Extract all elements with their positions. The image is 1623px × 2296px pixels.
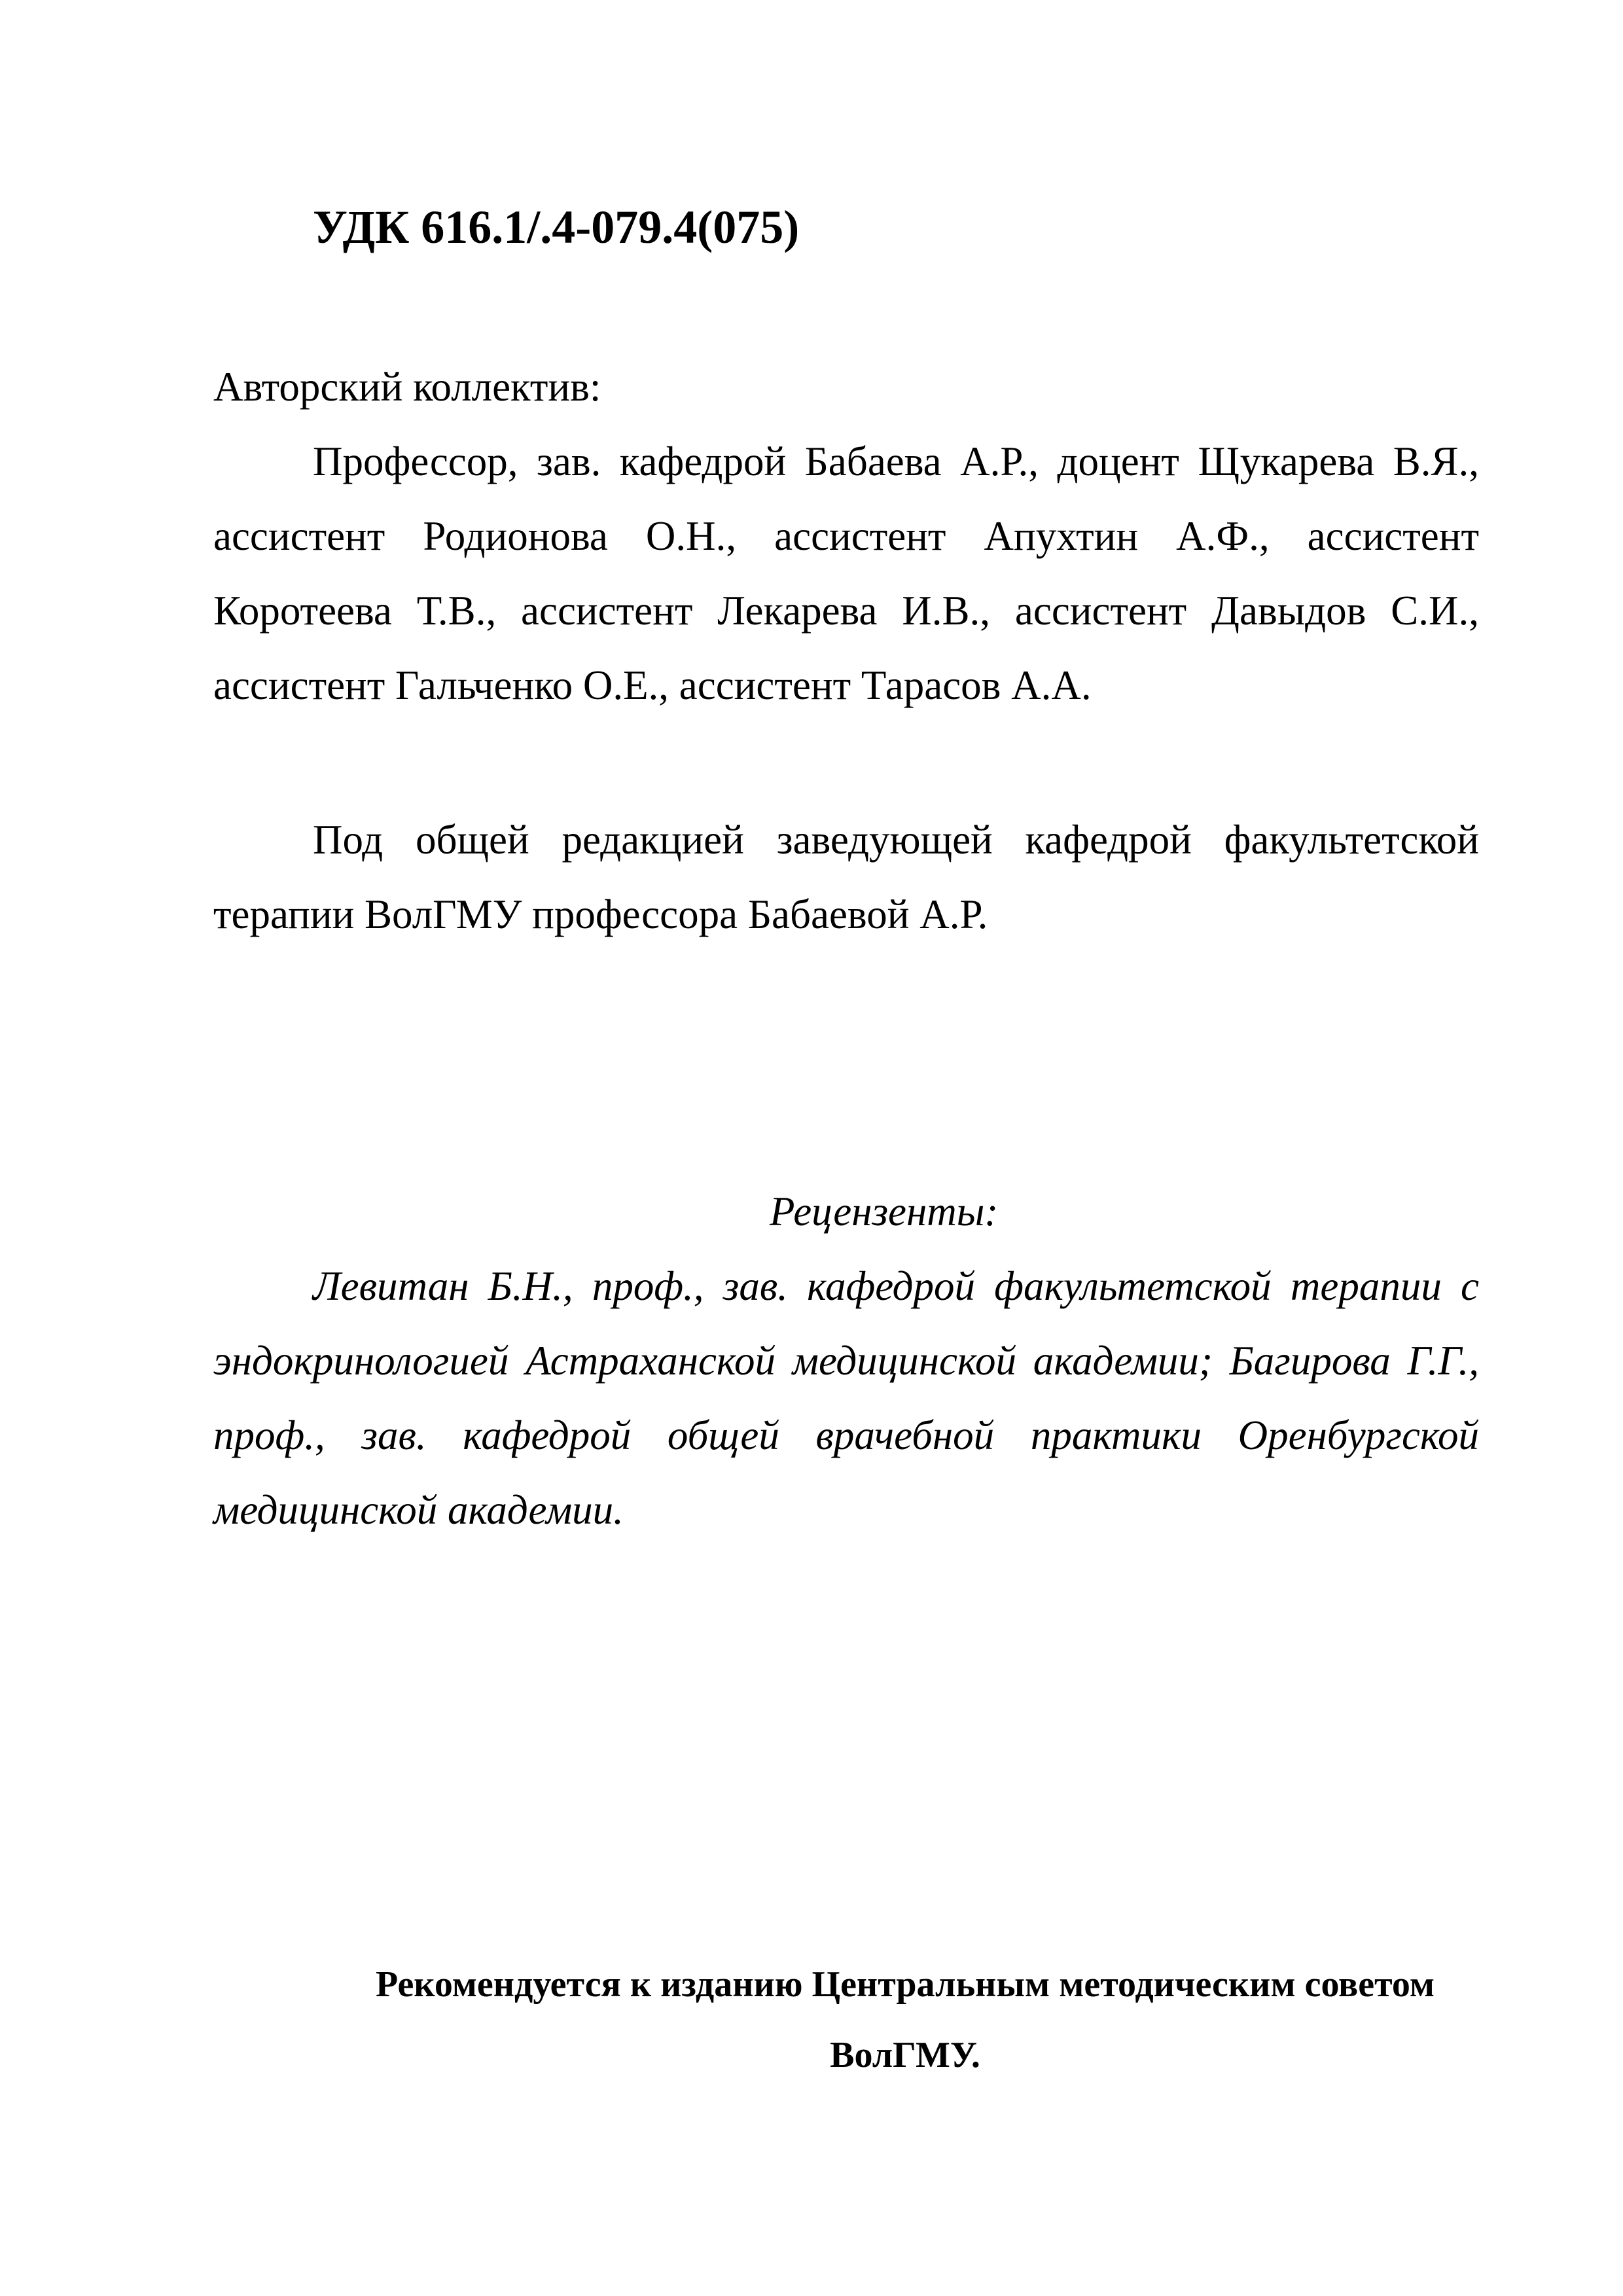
editor-note: Под общей редакцией заведующей кафедрой факультетской терапии ВолГМУ профессора Бабаевой А.Р. — [213, 817, 1479, 937]
recommendation-line-1: Рекомендуется к изданию Центральным методическим советом — [375, 1964, 1435, 2005]
recommendation-line-2: ВолГМУ. — [830, 2035, 980, 2075]
recommendation-note — [213, 1949, 1479, 2090]
authors-list: Профессор, зав. кафедрой Бабаева А.Р., доцент Щукарева В.Я., ассистент Родионова О.Н., ассистент Апухтин А.Ф., ассистент Коротеева Т.В., ассистент Лекарева И.В., ассистент Давыдов С.И., ассистент Гальченко О.Е., ассистент Тарасов А.А. — [213, 439, 1479, 708]
authors-heading: Авторский коллектив: — [213, 364, 601, 410]
udk-code: УДК 616.1/.4-079.4(075) — [313, 201, 800, 253]
reviewers-heading: Рецензенты: — [770, 1189, 999, 1234]
reviewers-list: Левитан Б.Н., проф., зав. кафедрой факультетской терапии с эндокринологией Астраханской медицинской академии; Багирова Г.Г., проф., зав. кафедрой общей врачебной практики Оренбургской медицинской академии. — [213, 1263, 1479, 1533]
